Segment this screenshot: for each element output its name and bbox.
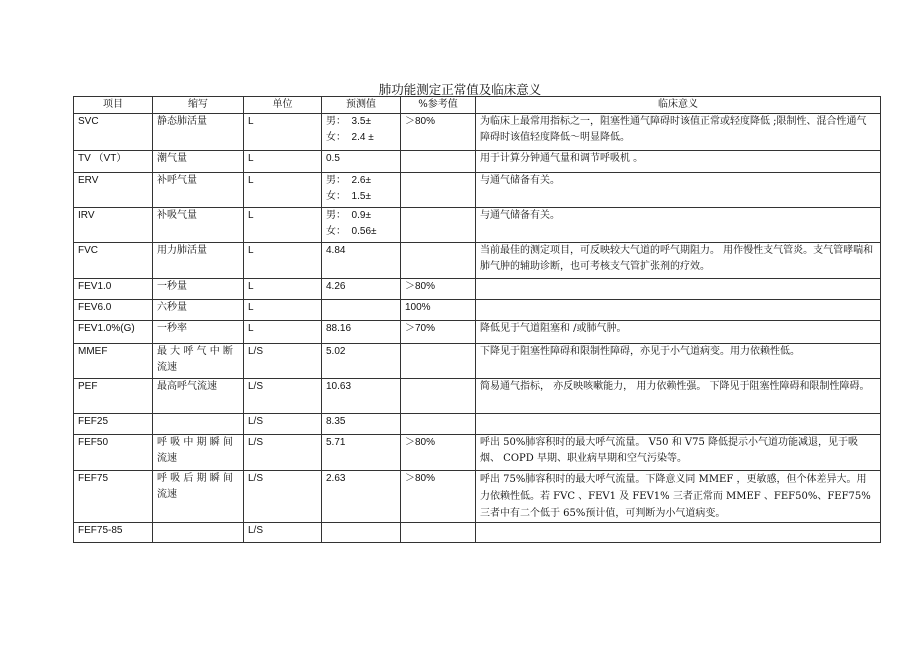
table-row	[74, 114, 881, 151]
table-row	[74, 300, 881, 321]
table-row	[74, 471, 881, 523]
cell-abbr: 潮气量	[153, 151, 244, 173]
table-row	[74, 379, 881, 414]
cell-abbr: 用力肺活量	[153, 243, 244, 279]
cell-reference: ＞80%	[401, 435, 476, 471]
cell-reference: ＞70%	[401, 321, 476, 344]
cell-item: TV （VT）	[74, 151, 153, 173]
cell-item: FEF75	[74, 471, 153, 523]
cell-reference: ＞80%	[401, 279, 476, 300]
cell-item: IRV	[74, 208, 153, 243]
cell-meaning: 降低见于气道阻塞和 /或肺气肿。	[476, 321, 881, 344]
table-row	[74, 173, 881, 208]
cell-unit: L/S	[244, 435, 322, 471]
cell-reference	[401, 379, 476, 414]
cell-unit: L	[244, 151, 322, 173]
cell-reference	[401, 173, 476, 208]
cell-abbr: 静态肺活量	[153, 114, 244, 151]
cell-unit: L/S	[244, 414, 322, 435]
cell-abbr: 补吸气量	[153, 208, 244, 243]
cell-meaning: 与通气储备有关。	[476, 208, 881, 243]
cell-abbr: 呼 吸 后 期 瞬 间 流速	[153, 471, 244, 523]
cell-reference	[401, 414, 476, 435]
cell-meaning: 用于计算分钟通气量和调节呼吸机 。	[476, 151, 881, 173]
table-row	[74, 208, 881, 243]
cell-item: FEF50	[74, 435, 153, 471]
cell-unit: L	[244, 321, 322, 344]
cell-meaning: 与通气储备有关。	[476, 173, 881, 208]
table-row	[74, 279, 881, 300]
table-row	[74, 321, 881, 344]
cell-reference	[401, 344, 476, 379]
cell-abbr	[153, 414, 244, 435]
cell-predicted: 88.16	[322, 321, 401, 344]
cell-unit: L/S	[244, 344, 322, 379]
cell-meaning: 呼出 75%肺容积时的最大呼气流量。下降意义同 MMEF ，更敏感，但个体差异大。用力依赖性低。若 FVC 、FEV1 及 FEV1% 三者正常而 MMEF 、FEF50%、FEF75% 三者中有二个低于 65%预计值，可判断为小气道病变。	[476, 471, 881, 523]
cell-reference	[401, 243, 476, 279]
cell-predicted: 男： 2.6± 女： 1.5±	[322, 173, 401, 208]
cell-abbr: 一秒量	[153, 279, 244, 300]
cell-unit: L	[244, 300, 322, 321]
header-unit: 单位	[244, 97, 322, 114]
table-row	[74, 344, 881, 379]
cell-abbr: 最 大 呼 气 中 断 流速	[153, 344, 244, 379]
cell-reference	[401, 151, 476, 173]
table-row	[74, 523, 881, 543]
cell-reference: 100%	[401, 300, 476, 321]
cell-predicted: 5.02	[322, 344, 401, 379]
header-predicted: 预测值	[322, 97, 401, 114]
cell-item: FEV1.0%(G)	[74, 321, 153, 344]
cell-meaning	[476, 414, 881, 435]
cell-predicted	[322, 300, 401, 321]
cell-predicted: 男： 0.9± 女： 0.56±	[322, 208, 401, 243]
document-title: 肺功能测定正常值及临床意义	[378, 82, 542, 97]
cell-abbr	[153, 523, 244, 543]
table-row	[74, 435, 881, 471]
cell-abbr: 补呼气量	[153, 173, 244, 208]
cell-meaning: 为临床上最常用指标之一，阻塞性通气障碍时该值正常或轻度降低 ;限制性、混合性通气障碍时该值轻度降低～明显降低。	[476, 114, 881, 151]
cell-abbr: 呼 吸 中 期 瞬 间 流速	[153, 435, 244, 471]
table-header-row	[74, 97, 881, 114]
cell-item: PEF	[74, 379, 153, 414]
header-clinical-meaning: 临床意义	[476, 97, 881, 114]
cell-predicted: 男： 3.5± 女： 2.4 ±	[322, 114, 401, 151]
cell-unit: L	[244, 208, 322, 243]
cell-unit: L	[244, 114, 322, 151]
cell-unit: L	[244, 173, 322, 208]
cell-reference: ＞80%	[401, 471, 476, 523]
cell-unit: L/S	[244, 379, 322, 414]
cell-abbr: 六秒量	[153, 300, 244, 321]
cell-item: FVC	[74, 243, 153, 279]
cell-predicted: 0.5	[322, 151, 401, 173]
cell-meaning	[476, 300, 881, 321]
cell-unit: L/S	[244, 471, 322, 523]
table-row	[74, 243, 881, 279]
cell-meaning: 简易通气指标， 亦反映咳嗽能力， 用力依赖性强。 下降见于阻塞性障碍和限制性障碍。	[476, 379, 881, 414]
cell-item: ERV	[74, 173, 153, 208]
cell-meaning	[476, 279, 881, 300]
cell-item: FEF25	[74, 414, 153, 435]
cell-meaning: 呼出 50%肺容积时的最大呼气流量。 V50 和 V75 降低提示小气道功能减退，见于吸烟、 COPD 早期、职业病早期和空气污染等。	[476, 435, 881, 471]
header-item: 项目	[74, 97, 153, 114]
cell-reference	[401, 523, 476, 543]
cell-predicted	[322, 523, 401, 543]
cell-unit: L	[244, 243, 322, 279]
table-row	[74, 414, 881, 435]
cell-item: FEF75-85	[74, 523, 153, 543]
cell-unit: L/S	[244, 523, 322, 543]
cell-item: FEV6.0	[74, 300, 153, 321]
cell-predicted: 4.84	[322, 243, 401, 279]
cell-predicted: 2.63	[322, 471, 401, 523]
cell-item: SVC	[74, 114, 153, 151]
cell-abbr: 一秒率	[153, 321, 244, 344]
cell-meaning: 下降见于阻塞性障碍和限制性障碍，亦见于小气道病变。用力依赖性低。	[476, 344, 881, 379]
cell-meaning	[476, 523, 881, 543]
cell-reference	[401, 208, 476, 243]
table-row	[74, 151, 881, 173]
cell-meaning: 当前最佳的测定项目，可反映较大气道的呼气期阻力。 用作慢性支气管炎。支气管哮喘和肺气肿的辅助诊断，也可考核支气管扩张剂的疗效。	[476, 243, 881, 279]
cell-predicted: 5.71	[322, 435, 401, 471]
cell-reference: ＞80%	[401, 114, 476, 151]
cell-item: MMEF	[74, 344, 153, 379]
header-abbr: 缩写	[153, 97, 244, 114]
cell-predicted: 4.26	[322, 279, 401, 300]
cell-item: FEV1.0	[74, 279, 153, 300]
cell-unit: L	[244, 279, 322, 300]
header-reference: %参考值	[401, 97, 476, 114]
cell-predicted: 10.63	[322, 379, 401, 414]
cell-predicted: 8.35	[322, 414, 401, 435]
lung-function-table	[73, 96, 881, 543]
cell-abbr: 最高呼气流速	[153, 379, 244, 414]
